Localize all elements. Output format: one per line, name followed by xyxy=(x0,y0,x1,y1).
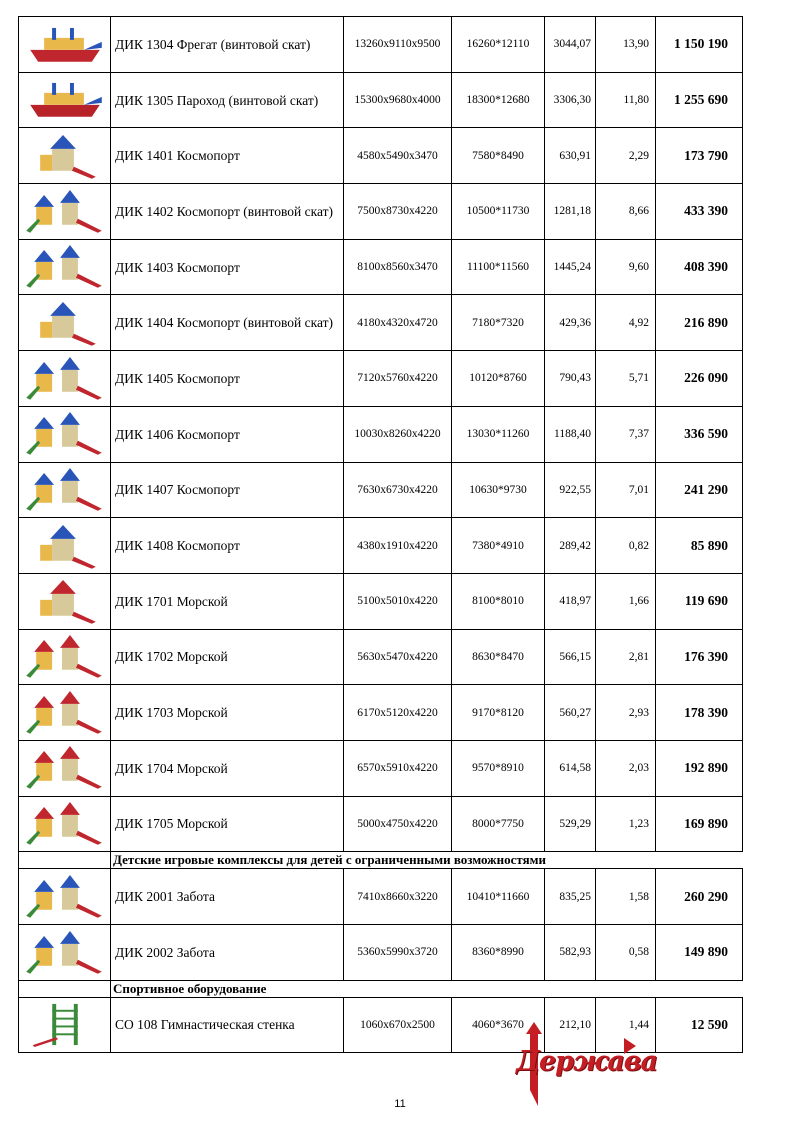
product-dimensions: 7630x6730x4220 xyxy=(344,462,452,518)
product-row xyxy=(19,796,743,852)
product-row xyxy=(19,629,743,685)
product-name: СО 108 Гимнастическая стенка xyxy=(111,997,344,1052)
product-name: ДИК 1402 Космопорт (винтовой скат) xyxy=(111,184,344,240)
safety-area: 630,91 xyxy=(545,128,596,184)
product-weight: 7,01 xyxy=(596,462,656,518)
safety-zone: 7180*7320 xyxy=(452,295,545,351)
safety-area: 212,10 xyxy=(545,997,596,1052)
product-dimensions: 6570x5910x4220 xyxy=(344,740,452,796)
product-dimensions: 4580x5490x3470 xyxy=(344,128,452,184)
product-price: 12 590 xyxy=(656,997,743,1052)
product-weight: 13,90 xyxy=(596,17,656,73)
product-image-cell xyxy=(19,72,111,128)
product-name: ДИК 1407 Космопорт xyxy=(111,462,344,518)
safety-zone: 8360*8990 xyxy=(452,925,545,981)
price-table xyxy=(18,16,743,1053)
product-row xyxy=(19,239,743,295)
product-photo xyxy=(22,298,108,348)
safety-zone: 9170*8120 xyxy=(452,685,545,741)
product-weight: 7,37 xyxy=(596,406,656,462)
product-photo xyxy=(22,242,108,292)
product-dimensions: 7500x8730x4220 xyxy=(344,184,452,240)
section-header-row xyxy=(19,980,743,997)
product-dimensions: 4380x1910x4220 xyxy=(344,518,452,574)
safety-area: 529,29 xyxy=(545,796,596,852)
product-image-cell xyxy=(19,925,111,981)
product-price: 169 890 xyxy=(656,796,743,852)
product-image-cell xyxy=(19,351,111,407)
product-dimensions: 13260x9110x9500 xyxy=(344,17,452,73)
product-price: 178 390 xyxy=(656,685,743,741)
product-name: ДИК 1305 Пароход (винтовой скат) xyxy=(111,72,344,128)
product-price: 192 890 xyxy=(656,740,743,796)
product-name: ДИК 2001 Забота xyxy=(111,869,344,925)
section-spacer xyxy=(19,852,111,869)
product-weight: 11,80 xyxy=(596,72,656,128)
safety-area: 835,25 xyxy=(545,869,596,925)
safety-zone: 16260*12110 xyxy=(452,17,545,73)
product-image-cell xyxy=(19,406,111,462)
safety-area: 1445,24 xyxy=(545,239,596,295)
product-dimensions: 7120x5760x4220 xyxy=(344,351,452,407)
product-dimensions: 4180x4320x4720 xyxy=(344,295,452,351)
safety-area: 560,27 xyxy=(545,685,596,741)
product-photo xyxy=(22,187,108,237)
product-photo xyxy=(22,354,108,404)
safety-area: 566,15 xyxy=(545,629,596,685)
safety-area: 3044,07 xyxy=(545,17,596,73)
product-name: ДИК 1304 Фрегат (винтовой скат) xyxy=(111,17,344,73)
product-price: 336 590 xyxy=(656,406,743,462)
product-name: ДИК 1701 Морской xyxy=(111,573,344,629)
product-weight: 0,82 xyxy=(596,518,656,574)
derzhava-logo-text: Держава xyxy=(516,1046,658,1077)
safety-zone: 10120*8760 xyxy=(452,351,545,407)
product-image-cell xyxy=(19,128,111,184)
product-image-cell xyxy=(19,295,111,351)
product-image-cell xyxy=(19,869,111,925)
product-dimensions: 8100x8560x3470 xyxy=(344,239,452,295)
product-name: ДИК 2002 Забота xyxy=(111,925,344,981)
product-photo xyxy=(22,576,108,626)
product-photo xyxy=(22,521,108,571)
product-photo xyxy=(22,131,108,181)
product-name: ДИК 1705 Морской xyxy=(111,796,344,852)
product-dimensions: 5100x5010x4220 xyxy=(344,573,452,629)
product-row xyxy=(19,518,743,574)
page-number: 11 xyxy=(394,1098,406,1110)
product-name: ДИК 1406 Космопорт xyxy=(111,406,344,462)
product-name: ДИК 1405 Космопорт xyxy=(111,351,344,407)
product-image-cell xyxy=(19,997,111,1052)
product-row xyxy=(19,740,743,796)
product-weight: 8,66 xyxy=(596,184,656,240)
product-dimensions: 7410x8660x3220 xyxy=(344,869,452,925)
product-image-cell xyxy=(19,740,111,796)
safety-area: 582,93 xyxy=(545,925,596,981)
product-row xyxy=(19,406,743,462)
product-image-cell xyxy=(19,573,111,629)
product-weight: 2,29 xyxy=(596,128,656,184)
product-price: 433 390 xyxy=(656,184,743,240)
section-title: Детские игровые комплексы для детей с ограниченными возможностями xyxy=(111,852,743,869)
product-weight: 2,93 xyxy=(596,685,656,741)
safety-zone: 7580*8490 xyxy=(452,128,545,184)
product-dimensions: 5630x5470x4220 xyxy=(344,629,452,685)
product-name: ДИК 1408 Космопорт xyxy=(111,518,344,574)
product-price: 241 290 xyxy=(656,462,743,518)
product-price: 149 890 xyxy=(656,925,743,981)
product-weight: 4,92 xyxy=(596,295,656,351)
product-dimensions: 1060x670x2500 xyxy=(344,997,452,1052)
product-price: 216 890 xyxy=(656,295,743,351)
product-dimensions: 15300x9680x4000 xyxy=(344,72,452,128)
safety-zone: 11100*11560 xyxy=(452,239,545,295)
safety-zone: 8100*8010 xyxy=(452,573,545,629)
product-photo xyxy=(22,632,108,682)
product-price: 1 255 690 xyxy=(656,72,743,128)
product-price: 173 790 xyxy=(656,128,743,184)
product-price: 85 890 xyxy=(656,518,743,574)
product-image-cell xyxy=(19,796,111,852)
safety-zone: 8000*7750 xyxy=(452,796,545,852)
product-weight: 0,58 xyxy=(596,925,656,981)
product-weight: 1,44 xyxy=(596,997,656,1052)
product-price: 260 290 xyxy=(656,869,743,925)
product-dimensions: 10030x8260x4220 xyxy=(344,406,452,462)
product-photo xyxy=(22,743,108,793)
product-row xyxy=(19,573,743,629)
product-name: ДИК 1702 Морской xyxy=(111,629,344,685)
product-dimensions: 5000x4750x4220 xyxy=(344,796,452,852)
safety-zone: 18300*12680 xyxy=(452,72,545,128)
product-name: ДИК 1703 Морской xyxy=(111,685,344,741)
safety-zone: 10630*9730 xyxy=(452,462,545,518)
product-row xyxy=(19,184,743,240)
product-image-cell xyxy=(19,629,111,685)
safety-zone: 10410*11660 xyxy=(452,869,545,925)
product-row xyxy=(19,462,743,518)
safety-area: 1281,18 xyxy=(545,184,596,240)
product-image-cell xyxy=(19,685,111,741)
product-price: 226 090 xyxy=(656,351,743,407)
safety-zone: 13030*11260 xyxy=(452,406,545,462)
product-name: ДИК 1404 Космопорт (винтовой скат) xyxy=(111,295,344,351)
product-name: ДИК 1403 Космопорт xyxy=(111,239,344,295)
safety-area: 790,43 xyxy=(545,351,596,407)
product-row xyxy=(19,685,743,741)
product-photo xyxy=(22,928,108,978)
product-row xyxy=(19,17,743,73)
safety-area: 614,58 xyxy=(545,740,596,796)
product-row xyxy=(19,869,743,925)
safety-area: 429,36 xyxy=(545,295,596,351)
product-dimensions: 6170x5120x4220 xyxy=(344,685,452,741)
safety-area: 418,97 xyxy=(545,573,596,629)
product-name: ДИК 1704 Морской xyxy=(111,740,344,796)
section-title: Спортивное оборудование xyxy=(111,980,743,997)
product-name: ДИК 1401 Космопорт xyxy=(111,128,344,184)
product-weight: 5,71 xyxy=(596,351,656,407)
product-image-cell xyxy=(19,184,111,240)
product-row xyxy=(19,72,743,128)
product-row xyxy=(19,295,743,351)
product-image-cell xyxy=(19,239,111,295)
product-price: 1 150 190 xyxy=(656,17,743,73)
safety-zone: 9570*8910 xyxy=(452,740,545,796)
product-price: 119 690 xyxy=(656,573,743,629)
product-photo xyxy=(22,75,108,125)
product-weight: 1,23 xyxy=(596,796,656,852)
safety-area: 3306,30 xyxy=(545,72,596,128)
product-image-cell xyxy=(19,462,111,518)
product-weight: 1,58 xyxy=(596,869,656,925)
product-photo xyxy=(22,872,108,922)
product-photo xyxy=(22,799,108,849)
product-row xyxy=(19,925,743,981)
product-image-cell xyxy=(19,518,111,574)
product-photo xyxy=(22,409,108,459)
product-weight: 9,60 xyxy=(596,239,656,295)
section-spacer xyxy=(19,980,111,997)
safety-area: 289,42 xyxy=(545,518,596,574)
safety-area: 922,55 xyxy=(545,462,596,518)
product-photo xyxy=(22,1000,108,1049)
product-weight: 1,66 xyxy=(596,573,656,629)
product-row xyxy=(19,351,743,407)
product-price: 408 390 xyxy=(656,239,743,295)
safety-zone: 8630*8470 xyxy=(452,629,545,685)
section-header-row xyxy=(19,852,743,869)
product-weight: 2,81 xyxy=(596,629,656,685)
product-dimensions: 5360x5990x3720 xyxy=(344,925,452,981)
product-weight: 2,03 xyxy=(596,740,656,796)
safety-zone: 7380*4910 xyxy=(452,518,545,574)
safety-zone: 10500*11730 xyxy=(452,184,545,240)
product-image-cell xyxy=(19,17,111,73)
safety-area: 1188,40 xyxy=(545,406,596,462)
product-row xyxy=(19,128,743,184)
safety-zone: 4060*3670 xyxy=(452,997,545,1052)
product-photo xyxy=(22,465,108,515)
product-photo xyxy=(22,688,108,738)
product-price: 176 390 xyxy=(656,629,743,685)
product-photo xyxy=(22,20,108,70)
